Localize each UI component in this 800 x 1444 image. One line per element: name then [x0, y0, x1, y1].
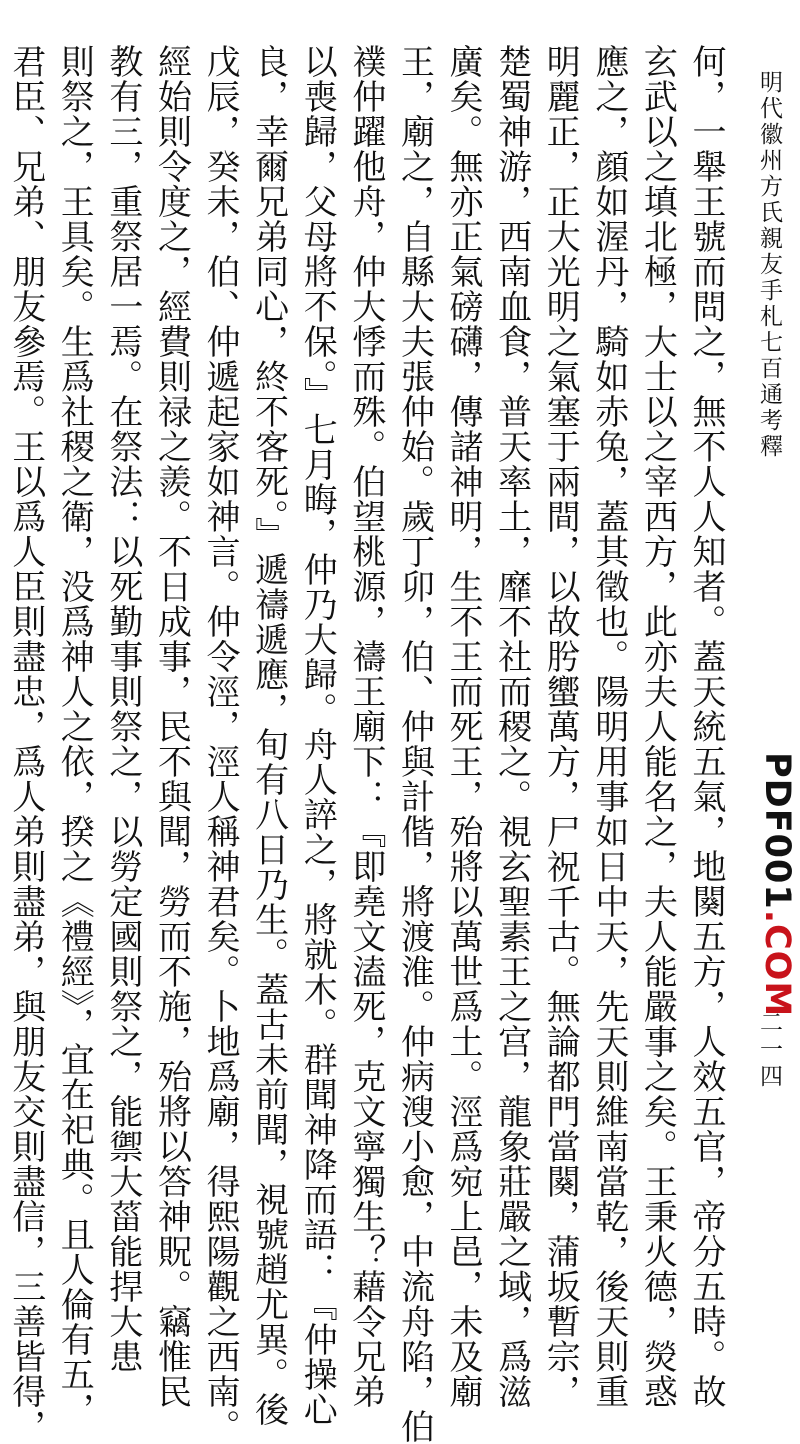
- text-column: 襆仲躍他舟，仲大悸而殊。伯望桃源，禱王廟下：『即堯文溘死，克文寧獨生？藉令兄弟: [345, 44, 386, 1409]
- running-header: 明代徽州方氏親友手札七百通考釋: [756, 70, 782, 460]
- text-column: 戊辰，癸未，伯、仲遞起家如神言。仲令涇，涇人稱神君矣。卜地爲廟，得熙陽觀之西南。: [200, 44, 241, 1444]
- text-column: 王，廟之，自縣大夫張仲始。歲丁卯，伯、仲與計偕，將渡淮。仲病溲小愈，中流舟陷，伯: [394, 44, 435, 1444]
- text-column: 明麗正，正大光明之氣塞于兩間，以故肹蠁萬方，尸祝千古。無論都門當闋，蒲坂暫宗，: [540, 44, 581, 1409]
- text-column: 廣矣。無亦正氣磅礴，傳諸神明，生不王而死王，殆將以萬世爲土。涇爲宛上邑，未及廟: [443, 44, 484, 1409]
- watermark-accent: .COM: [757, 909, 797, 1018]
- text-column: 則祭之，王具矣。生爲社稷之衛，没爲神人之依，揆之《禮經》，宜在祀典。且人倫有五，: [54, 44, 95, 1427]
- text-column: 玄武以之填北極，大士以之宰西方，此亦夫人能名之，夫人能嚴事之矣。王秉火德，熒惑: [637, 44, 678, 1409]
- page-number: 二一四: [756, 1010, 782, 1091]
- text-column: 良，幸爾兄弟同心，終不客死。』遞禱遞應，旬有八日乃生。蓋古未前聞，視號趙尤異。後: [248, 44, 289, 1427]
- watermark-text: PDF001: [757, 752, 797, 910]
- text-column: 楚蜀神游，西南血食，普天率土，靡不社而稷之。視玄聖素王之宫，龍象莊嚴之域，爲滋: [491, 44, 532, 1409]
- text-column: [0, 44, 1, 1184]
- text-column: 以喪歸，父母將不保。』七月晦，仲乃大歸。舟人誶之，將就木。群聞神降而語：『仲操心: [297, 44, 338, 1427]
- text-column: 君臣、兄弟、朋友參焉。王以爲人臣則盡忠，爲人弟則盡弟，與朋友交則盡信，三善皆得，: [5, 44, 46, 1444]
- text-column: 經始則令度之，經費則禄之羨。不日成事，民不與聞，勞而不施，殆將以答神貺。竊惟民: [151, 44, 192, 1409]
- body-text: [0, 44, 730, 1444]
- text-column: 教有三，重祭居一焉。在祭法：以死勤事則祭之，以勞定國則祭之，能禦大菑能捍大患: [102, 44, 143, 1374]
- watermark-logo: [752, 752, 800, 1017]
- text-column: 何，一舉王號而問之，無不人人知者。蓋天統五氣，地闋五方，人效五官，帝分五時。故: [686, 44, 726, 1409]
- text-column: 應之，顔如渥丹，騎如赤兔，蓋其徵也。陽明用事如日中天，先天則維南當乾，後天則重: [588, 44, 629, 1409]
